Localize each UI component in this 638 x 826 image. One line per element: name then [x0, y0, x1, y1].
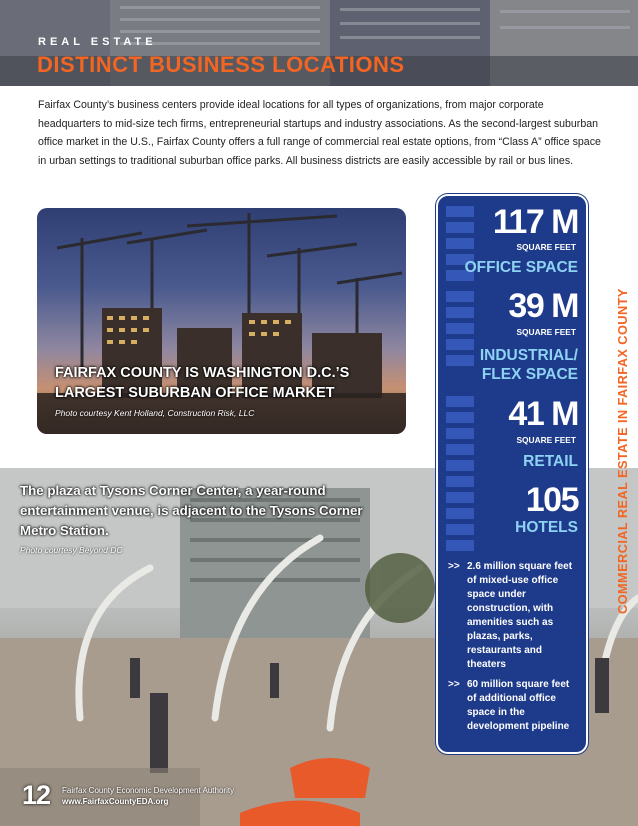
- stat-office-unit: SQUARE FEET: [516, 242, 576, 252]
- bullet-text: 2.6 million square feet of mixed-use office space under construction, with amenities such as plazas, parks, restaurants and theaters: [467, 561, 573, 670]
- page-title: DISTINCT BUSINESS LOCATIONS: [37, 52, 405, 77]
- panel-window-pattern: [446, 291, 474, 371]
- caption-line-1: FAIRFAX COUNTY IS WASHINGTON D.C.’S: [55, 365, 350, 381]
- footer-website-link[interactable]: www.FairfaxCountyEDA.org: [62, 797, 169, 806]
- stat-retail-label: RETAIL: [523, 453, 578, 470]
- caption-line-2: LARGEST SUBURBAN OFFICE MARKET: [55, 385, 335, 401]
- construction-photo: [37, 208, 406, 434]
- plaza-photo-credit: Photo courtesy Beyond DC: [20, 545, 123, 555]
- bullet-text: 60 million square feet of additional office space in the development pipeline: [467, 679, 570, 732]
- footer-organization: Fairfax County Economic Development Authority: [62, 786, 235, 795]
- stat-hotels-label: HOTELS: [515, 519, 578, 536]
- stat-industrial-number: 39 M: [508, 287, 578, 325]
- stat-industrial-unit: SQUARE FEET: [516, 327, 576, 337]
- panel-window-pattern: [446, 396, 474, 476]
- page-number: 12: [22, 780, 51, 810]
- intro-paragraph: Fairfax County’s business centers provide ideal locations for all types of organizations, from major corporate headquarters to mid-size tech firms, entrepreneurial startups and industry associations. As the second-largest suburban office market in the U.S., Fairfax County offers a full range of commercial real estate options, from “Class A” office space in urban settings to traditional suburban office parks. All business districts are easily accessible by rail or bus lines.: [38, 99, 601, 167]
- panel-window-pattern: [446, 476, 474, 556]
- bullet-item: [448, 678, 574, 734]
- bullet-marker: >>: [448, 679, 460, 690]
- vertical-section-label: COMMERCIAL REAL ESTATE IN FAIRFAX COUNTY: [615, 288, 630, 614]
- stat-industrial-label: [480, 346, 578, 384]
- plaza-photo-caption: The plaza at Tysons Corner Center, a year-round entertainment venue, is adjacent to the Tysons Corner Metro Station.: [20, 483, 363, 538]
- construction-photo-credit: Photo courtesy Kent Holland, Construction Risk, LLC: [55, 408, 255, 418]
- stat-hotels-number: 105: [525, 481, 578, 519]
- bullet-item: [448, 560, 574, 672]
- stat-retail-unit: SQUARE FEET: [516, 435, 576, 445]
- header-photo-band: [0, 0, 638, 86]
- stat-retail-number: 41 M: [508, 395, 578, 433]
- stat-office-number: 117 M: [492, 203, 578, 241]
- stat-office-label: OFFICE SPACE: [464, 259, 578, 276]
- section-label: REAL ESTATE: [38, 36, 157, 48]
- stat-industrial-label-line-1: INDUSTRIAL/: [479, 347, 578, 364]
- construction-photo-caption: [55, 363, 349, 403]
- bullet-marker: >>: [448, 561, 460, 572]
- stat-industrial-label-line-2: FLEX SPACE: [481, 366, 578, 383]
- stats-panel: [436, 194, 588, 754]
